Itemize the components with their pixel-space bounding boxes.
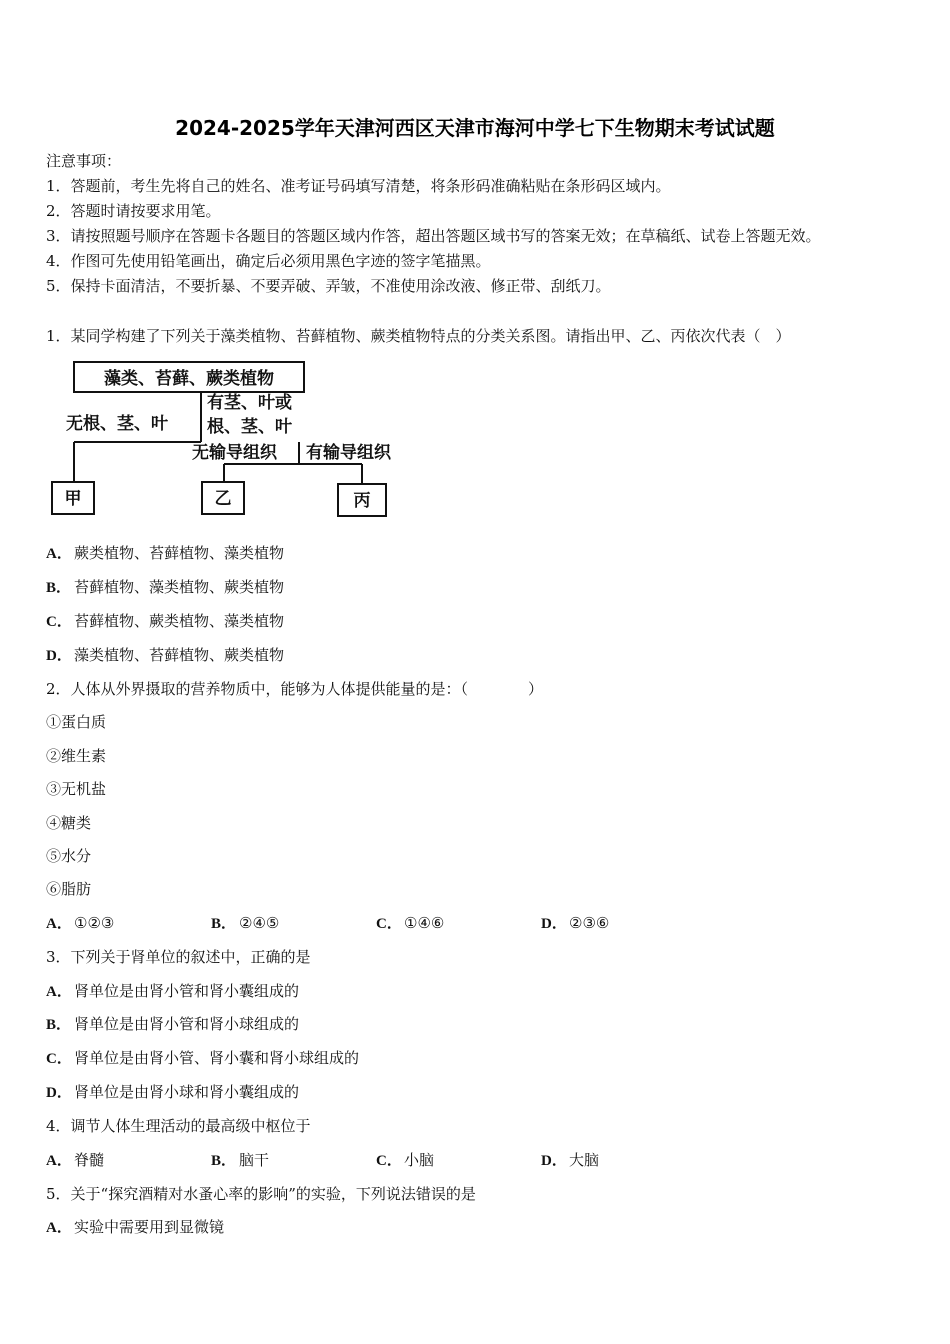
option-label: B．: [211, 916, 237, 932]
notice-item: 2．答题时请按要求用笔。: [46, 202, 221, 220]
q1-option-a: [46, 543, 284, 564]
option-text: 肾单位是由肾小球和肾小囊组成的: [74, 1083, 300, 1101]
q3-stem: 3．下列关于肾单位的叙述中，正确的是: [46, 948, 311, 966]
q1-option-d: [46, 645, 284, 666]
q5-stem: 5．关于“探究酒精对水蚤心率的影响”的实验，下列说法错误的是: [46, 1185, 476, 1203]
q4-stem: 4．调节人体生理活动的最高级中枢位于: [46, 1117, 311, 1135]
q2-item: ⑥脂肪: [46, 880, 92, 898]
q4-option-c: [376, 1150, 434, 1171]
q3-option-c: [46, 1048, 359, 1069]
diagram-right-branch-1: 有茎、叶或: [207, 393, 292, 413]
q2-item: ⑤水分: [46, 847, 92, 865]
notice-heading: 注意事项：: [46, 152, 122, 170]
classification-diagram: [46, 356, 416, 524]
q4-options-row: [46, 1150, 906, 1170]
diagram-right-branch-2: 根、茎、叶: [207, 417, 292, 437]
q3-option-b: [46, 1014, 299, 1035]
q2-option-a: [46, 913, 114, 934]
option-text: 小脑: [404, 1151, 435, 1169]
q2-stem: 2．人体从外界摄取的营养物质中，能够为人体提供能量的是：（ ）: [46, 680, 544, 698]
notice-item: 4．作图可先使用铅笔画出，确定后必须用黑色字迹的签字笔描黑。: [46, 252, 491, 270]
option-text: ②④⑤: [239, 914, 280, 932]
q1-option-c: [46, 611, 284, 632]
option-label: B．: [46, 580, 72, 596]
option-label: C．: [46, 614, 72, 630]
page-title: 2024-2025学年天津河西区天津市海河中学七下生物期末考试试题: [175, 116, 775, 140]
option-label: D．: [541, 916, 567, 932]
option-label: A．: [46, 984, 72, 1000]
diagram-yi-label: 乙: [214, 489, 232, 509]
diagram-no-vascular: 无输导组织: [192, 443, 277, 463]
option-text: ①②③: [74, 914, 115, 932]
q2-item: ③无机盐: [46, 780, 107, 798]
q4-option-b: [211, 1150, 269, 1171]
diagram-top-label: 藻类、苔藓、蕨类植物: [104, 369, 274, 389]
option-text: 实验中需要用到显微镜: [74, 1218, 225, 1236]
option-label: D．: [46, 648, 72, 664]
q2-option-d: [541, 913, 609, 934]
q2-options-row: [46, 913, 906, 933]
option-text: 苔藓植物、蕨类植物、藻类植物: [74, 612, 285, 630]
diagram-bing-label: 丙: [353, 491, 371, 511]
option-label: A．: [46, 546, 72, 562]
option-label: C．: [376, 916, 402, 932]
q2-item: ②维生素: [46, 747, 107, 765]
option-label: A．: [46, 916, 72, 932]
option-label: B．: [46, 1017, 72, 1033]
notice-item: 3．请按照题号顺序在答题卡各题目的答题区域内作答，超出答题区域书写的答案无效；在草稿纸、试卷上答题无效。: [46, 227, 821, 245]
diagram-has-vascular: 有输导组织: [306, 443, 391, 463]
q4-option-a: [46, 1150, 104, 1171]
option-text: 大脑: [569, 1151, 600, 1169]
option-text: 脊髓: [74, 1151, 105, 1169]
q5-option-a: [46, 1217, 224, 1238]
q3-option-a: [46, 981, 299, 1002]
classification-diagram-svg: [46, 356, 416, 524]
q4-option-d: [541, 1150, 599, 1171]
q1-option-b: [46, 577, 284, 598]
option-text: 脑干: [239, 1151, 270, 1169]
q2-item: ①蛋白质: [46, 713, 107, 731]
option-label: C．: [46, 1051, 72, 1067]
option-label: C．: [376, 1153, 402, 1169]
diagram-jia-label: 甲: [64, 489, 82, 509]
option-label: A．: [46, 1153, 72, 1169]
option-text: ①④⑥: [404, 914, 445, 932]
notice-item: 1．答题前，考生先将自己的姓名、准考证号码填写清楚，将条形码准确粘贴在条形码区域内。: [46, 177, 671, 195]
option-text: 蕨类植物、苔藓植物、藻类植物: [74, 544, 285, 562]
q1-stem: 1．某同学构建了下列关于藻类植物、苔藓植物、蕨类植物特点的分类关系图。请指出甲、乙、丙依次代表（ ）: [46, 327, 791, 345]
q2-option-b: [211, 913, 279, 934]
option-text: ②③⑥: [569, 914, 610, 932]
option-label: D．: [46, 1085, 72, 1101]
option-text: 肾单位是由肾小管和肾小囊组成的: [74, 982, 300, 1000]
q2-item: ④糖类: [46, 814, 92, 832]
option-text: 肾单位是由肾小管和肾小球组成的: [74, 1015, 300, 1033]
option-text: 藻类植物、苔藓植物、蕨类植物: [74, 646, 285, 664]
option-label: B．: [211, 1153, 237, 1169]
option-label: A．: [46, 1220, 72, 1236]
option-text: 苔藓植物、藻类植物、蕨类植物: [74, 578, 285, 596]
option-text: 肾单位是由肾小管、肾小囊和肾小球组成的: [74, 1049, 360, 1067]
notice-item: 5．保持卡面清洁，不要折暴、不要弄破、弄皱，不准使用涂改液、修正带、刮纸刀。: [46, 277, 611, 295]
q2-option-c: [376, 913, 444, 934]
diagram-left-branch: 无根、茎、叶: [66, 414, 168, 434]
option-label: D．: [541, 1153, 567, 1169]
q3-option-d: [46, 1082, 299, 1103]
